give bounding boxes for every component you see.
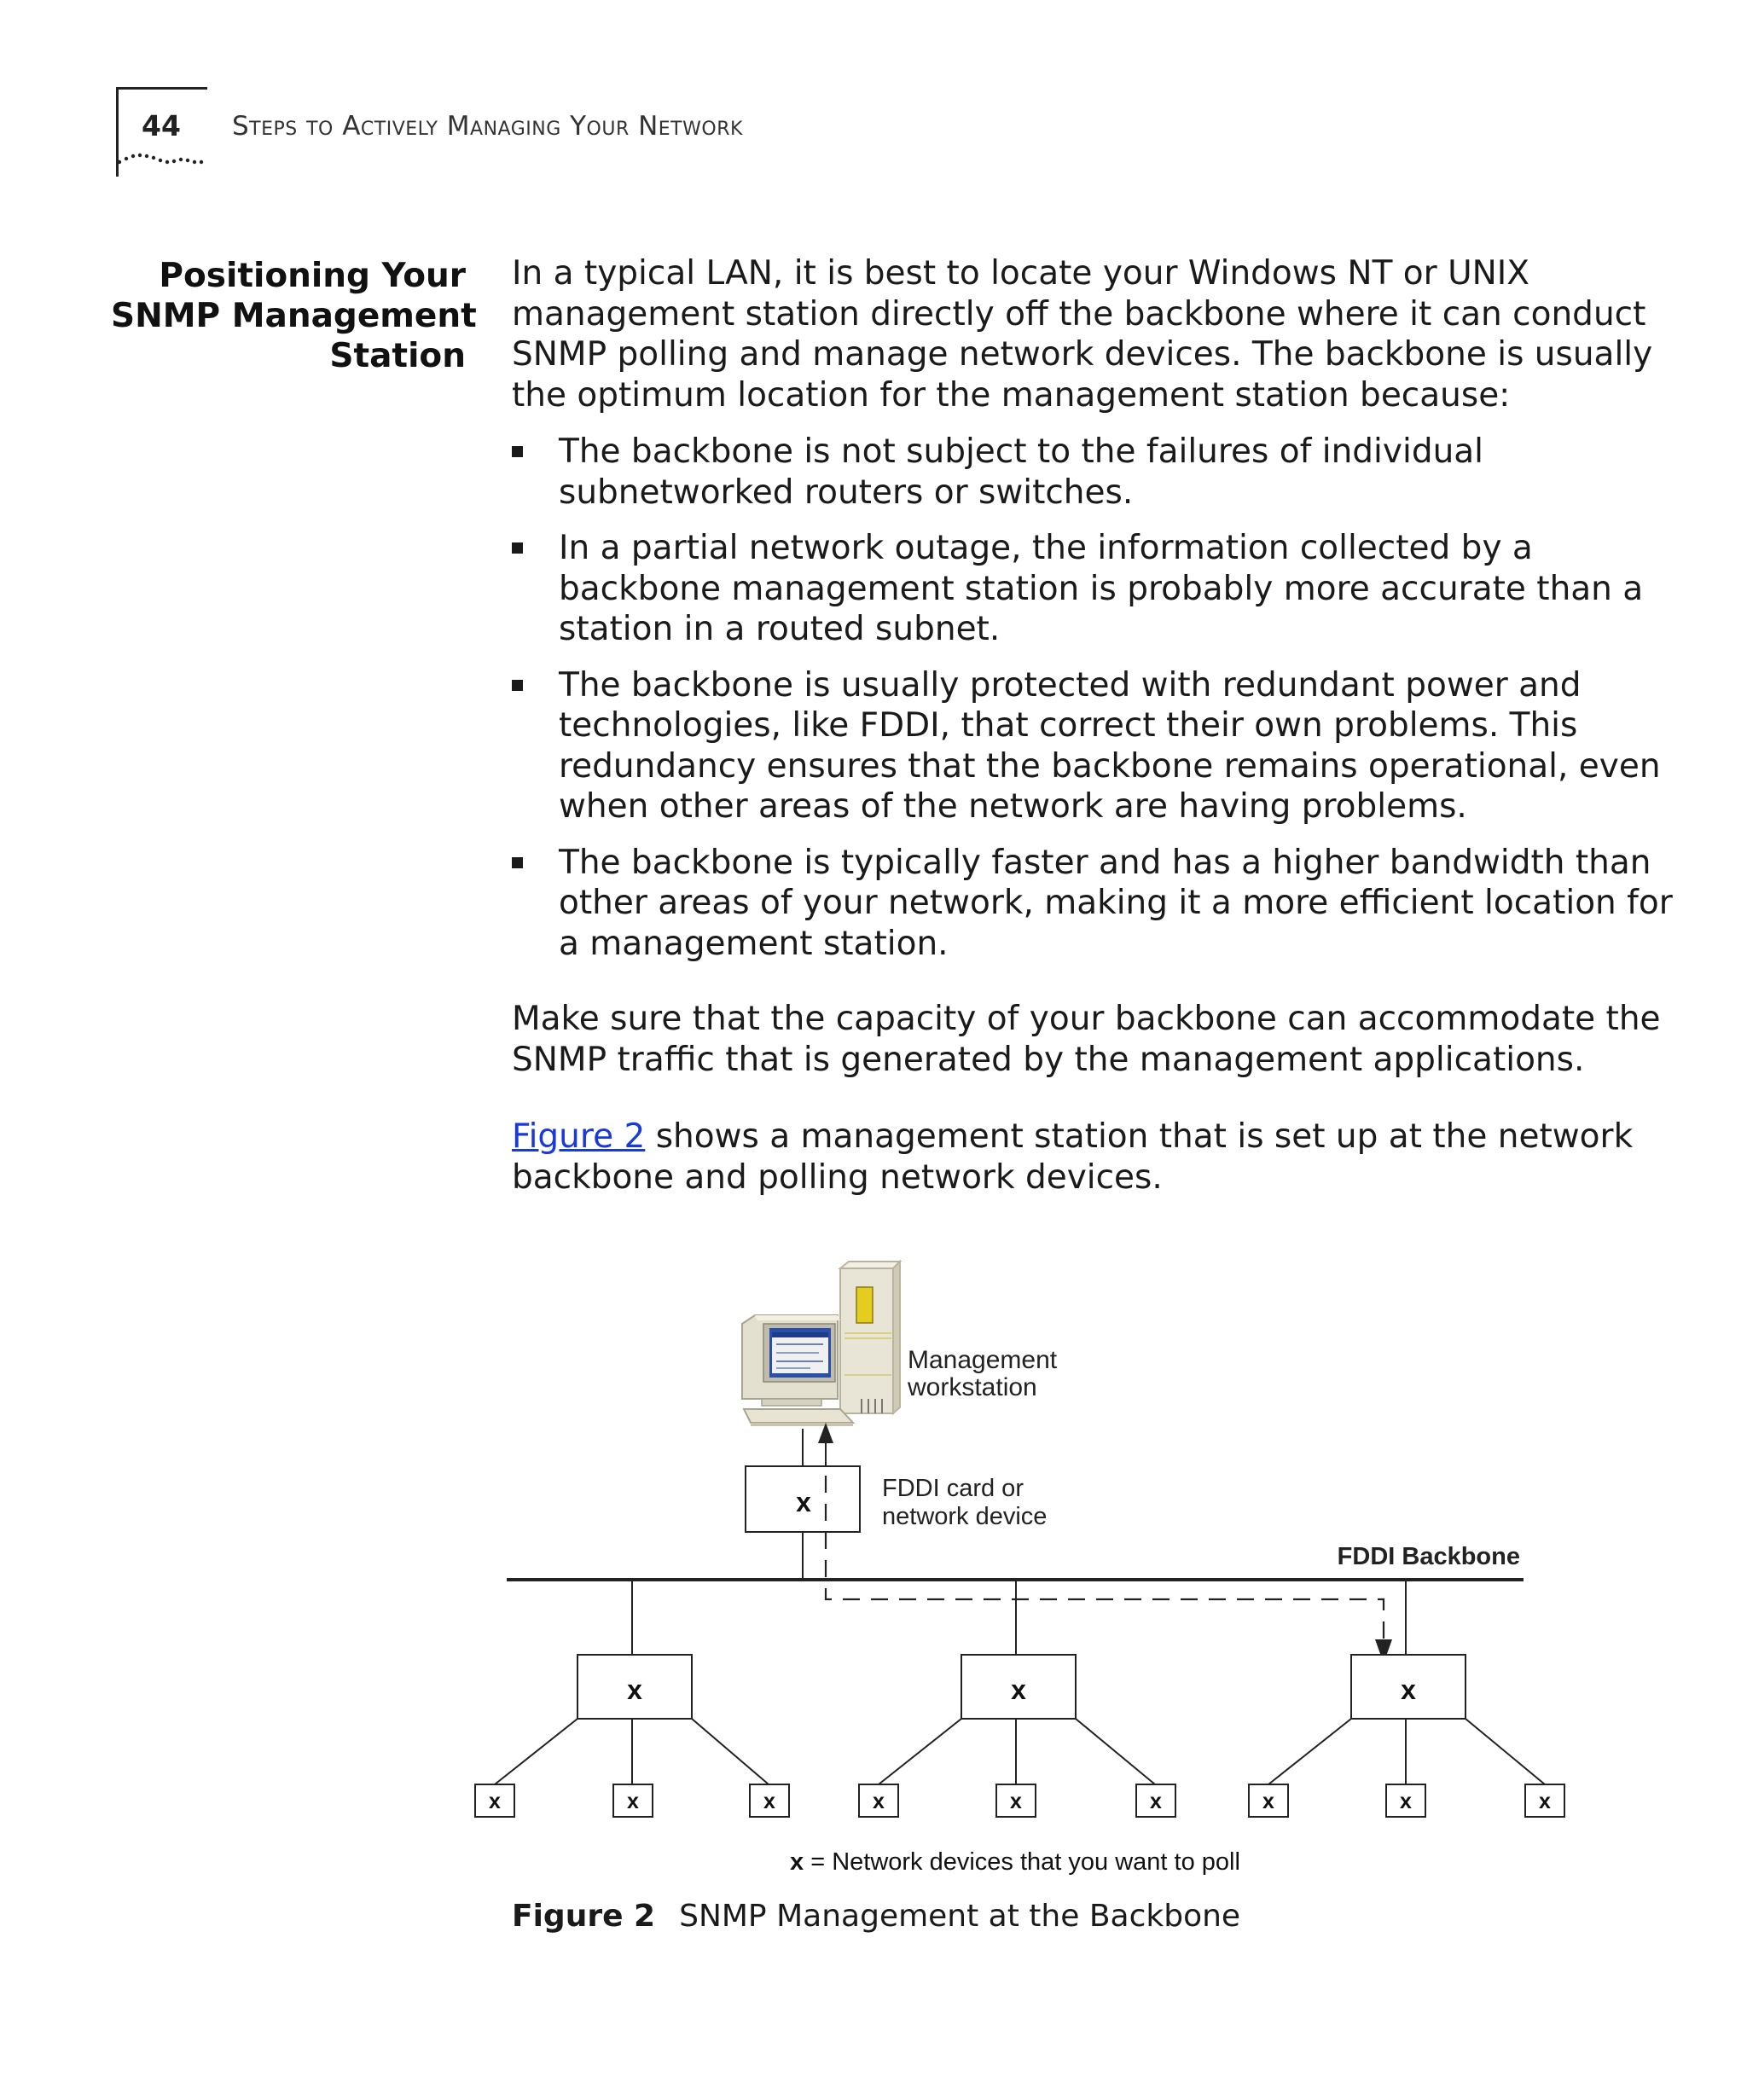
text-line: SNMP polling and manage network devices. The backbone is usually bbox=[512, 335, 1653, 374]
text-line: a management station. bbox=[559, 924, 949, 963]
workstation-label: workstation bbox=[908, 1373, 1037, 1401]
header-dots-ornament bbox=[116, 150, 210, 167]
text-line: redundancy ensures that the backbone remains operational, even bbox=[559, 746, 1661, 786]
fddi-card-label: FDDI card or bbox=[882, 1475, 1024, 1502]
device-mark: x bbox=[627, 1790, 639, 1813]
capacity-paragraph bbox=[512, 999, 1661, 1080]
text-line: The backbone is usually protected with redundant power and bbox=[559, 665, 1582, 705]
snmp-backbone-diagram bbox=[489, 1254, 1578, 1885]
device-mark: x bbox=[873, 1790, 885, 1813]
section-heading-line: Station bbox=[329, 337, 466, 375]
text-line: SNMP traffic that is generated by the management applications. bbox=[512, 1040, 1585, 1079]
bullet-square-icon bbox=[512, 542, 523, 554]
diagram-legend bbox=[790, 1848, 1240, 1876]
figure-caption bbox=[512, 1899, 1240, 1934]
workstation-label: Management bbox=[908, 1346, 1058, 1374]
text-line: backbone and polling network devices. bbox=[512, 1157, 1163, 1197]
device-mark: x bbox=[796, 1487, 811, 1517]
section-heading bbox=[111, 256, 477, 376]
device-mark: x bbox=[1150, 1790, 1162, 1813]
text-line: other areas of your network, making it a more efficient location for bbox=[559, 884, 1673, 922]
text-line: The backbone is typically faster and has a higher bandwidth than bbox=[559, 843, 1651, 882]
text-line: In a partial network outage, the information collected by a bbox=[559, 529, 1533, 567]
page-number: 44 bbox=[142, 109, 181, 142]
text-line: technologies, like FDDI, that correct their own problems. This bbox=[559, 706, 1578, 745]
device-mark: x bbox=[763, 1790, 775, 1813]
text-line: Make sure that the capacity of your backbone can accommodate the bbox=[512, 1000, 1661, 1038]
backbone-label: FDDI Backbone bbox=[1337, 1543, 1520, 1570]
device-mark: x bbox=[1011, 1674, 1026, 1705]
intro-paragraph bbox=[512, 253, 1653, 415]
workstation-tower-icon bbox=[840, 1262, 900, 1413]
fddi-card-label: network device bbox=[882, 1503, 1048, 1530]
text-line: the optimum location for the management station because: bbox=[512, 375, 1511, 415]
text-line: station in a routed subnet. bbox=[559, 610, 1001, 648]
text-fragment: shows a management station that is set up at the network bbox=[645, 1117, 1634, 1156]
device-mark: x bbox=[1401, 1674, 1416, 1705]
figure-2-link[interactable]: Figure 2 bbox=[512, 1117, 646, 1156]
bullet-item bbox=[512, 528, 1644, 650]
section-heading-line: Positioning Your bbox=[159, 257, 466, 295]
bullet-square-icon bbox=[512, 680, 523, 691]
text-line: The backbone is not subject to the failures of individual bbox=[559, 432, 1484, 471]
text-line: In a typical LAN, it is best to locate your Windows NT or UNIX bbox=[512, 254, 1530, 293]
device-mark: x bbox=[1400, 1790, 1412, 1813]
section-heading-line: SNMP Management bbox=[111, 297, 477, 335]
text-line: management station directly off the backbone where it can conduct bbox=[512, 294, 1646, 334]
caption-title: SNMP Management at the Backbone bbox=[679, 1899, 1241, 1934]
caption-number: Figure 2 bbox=[512, 1899, 656, 1934]
bullet-item bbox=[512, 665, 1661, 827]
text-line: when other areas of the network are having problems. bbox=[559, 787, 1467, 826]
keyboard-icon bbox=[744, 1409, 853, 1426]
running-head: Steps to Actively Managing Your Network bbox=[232, 111, 743, 142]
device-mark: x bbox=[1262, 1790, 1274, 1813]
device-mark: x bbox=[1539, 1790, 1551, 1813]
bullet-square-icon bbox=[512, 446, 523, 457]
device-mark: x bbox=[1010, 1790, 1022, 1813]
text-line: backbone management station is probably more accurate than a bbox=[559, 569, 1644, 608]
bullet-item bbox=[512, 843, 1673, 965]
bullet-item bbox=[512, 432, 1570, 513]
text-line: subnetworked routers or switches. bbox=[559, 473, 1134, 512]
legend-text: = Network devices that you want to poll bbox=[804, 1848, 1240, 1876]
legend-mark: x bbox=[790, 1848, 804, 1876]
workstation-monitor-icon bbox=[742, 1315, 840, 1406]
device-mark: x bbox=[627, 1674, 642, 1705]
figure-reference-paragraph bbox=[512, 1117, 1634, 1198]
bullet-list bbox=[512, 432, 1673, 979]
bullet-square-icon bbox=[512, 857, 523, 868]
device-mark: x bbox=[489, 1790, 501, 1813]
